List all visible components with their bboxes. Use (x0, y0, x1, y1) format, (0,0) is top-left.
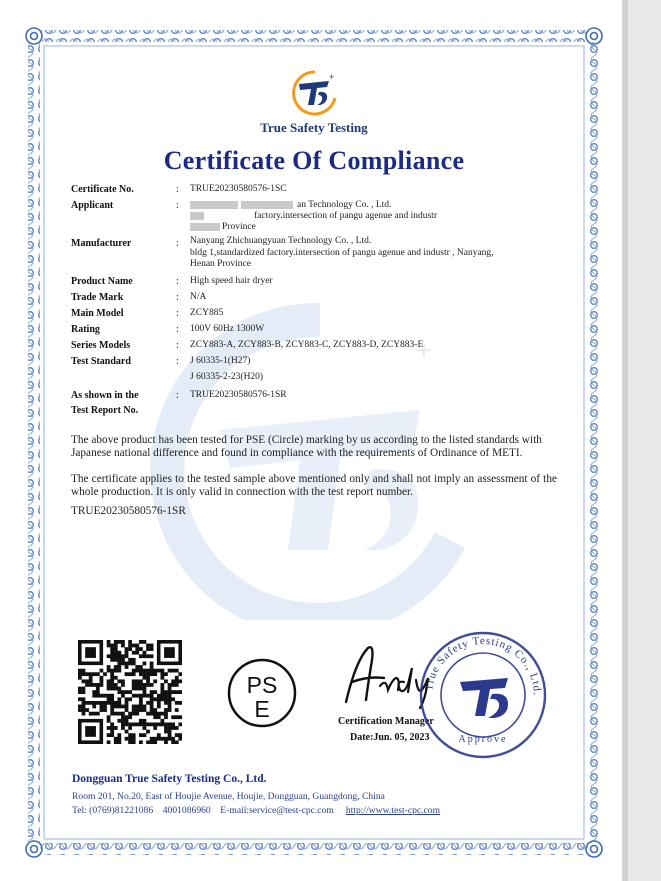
applicant-label: Applicant (71, 200, 114, 211)
compliance-statement: The above product has been tested for PSE (Circle) marking by us according to the listed standards with Japanese national difference and found in compliance with the requirements of Ordinance of METI. (71, 434, 542, 459)
colon: : (176, 200, 179, 211)
applicant-line-2: factory.intersection of pangu agenue and industr (190, 211, 560, 222)
manufacturer-label: Manufacturer (71, 238, 132, 249)
signature-date: Date:Jun. 05, 2023 (350, 732, 430, 743)
colon: : (176, 340, 179, 351)
colon: : (176, 356, 179, 367)
test-report-value: TRUE20230580576-1SR (190, 390, 287, 400)
colon: : (176, 184, 179, 195)
footer-phone2: 4001086960 (162, 805, 211, 816)
footer-address: Room 201, No.20, East of Houjie Avenue, Houjie, Dongguan, Guangdong, China (72, 791, 385, 802)
certificate-no-label: Certificate No. (71, 184, 134, 195)
certificate-no-value: TRUE20230580576-1SC (190, 184, 287, 194)
test-report-label-2: Test Report No. (71, 405, 139, 416)
manufacturer-line-2: bldg 1,standardized factory.intersection of pangu agenue and industr , Nanyang, (190, 248, 494, 258)
series-models-value: ZCY883-A, ZCY883-B, ZCY883-C, ZCY883-D, ZCY883-E (190, 340, 424, 350)
test-standard-line-1: J 60335-1(H27) (190, 356, 251, 366)
test-report-label: As shown in the (71, 390, 139, 401)
colon: : (176, 390, 179, 401)
applicant-line-1: an Technology Co. , Ltd. (190, 200, 560, 211)
product-name-label: Product Name (71, 276, 133, 287)
certificate-title: Certificate Of Compliance (163, 146, 465, 175)
colon: : (176, 324, 179, 335)
svg-text:+: + (415, 334, 433, 367)
main-model-value: ZCY885 (190, 308, 224, 318)
report-number: TRUE20230580576-1SR (71, 505, 186, 517)
footer-tel: Tel: (0769)81221086 (72, 805, 154, 816)
rating-label: Rating (71, 324, 100, 335)
validity-statement: The certificate applies to the tested sample above mentioned only and shall not imply an assessment of the whole production. It is only valid in connection with the test report number. (71, 473, 557, 498)
brand-name: True Safety Testing (260, 120, 368, 135)
pse-mark-top: PS (246, 672, 278, 698)
stamp-bottom-text: Approve (458, 734, 508, 745)
footer-website-link[interactable]: http://www.test-cpc.com (345, 805, 441, 816)
colon: : (176, 292, 179, 303)
footer-contact (72, 805, 440, 816)
page-edge-shadow (622, 0, 628, 881)
series-models-label: Series Models (71, 340, 131, 351)
trade-mark-label: Trade Mark (71, 292, 124, 303)
applicant-line-3: Province (190, 222, 560, 233)
qr-code (78, 640, 182, 744)
manufacturer-line-3: Henan Province (190, 259, 251, 269)
company-stamp (418, 630, 548, 760)
signer-role: Certification Manager (338, 716, 434, 727)
svg-text:+: + (329, 72, 335, 82)
pse-mark-bottom: E (254, 696, 270, 722)
manufacturer-line-1: Nanyang Zhichuangyuan Technology Co. , Ltd. (190, 236, 372, 246)
footer-company: Dongguan True Safety Testing Co., Ltd. (72, 773, 267, 785)
colon: : (176, 308, 179, 319)
product-name-value: High speed hair dryer (190, 276, 273, 286)
pse-circle-mark (226, 657, 298, 729)
rating-value: 100V 60Hz 1300W (190, 324, 265, 334)
colon: : (176, 238, 179, 249)
tsi-logo (289, 68, 341, 116)
colon: : (176, 276, 179, 287)
main-model-label: Main Model (71, 308, 124, 319)
test-standard-line-2: J 60335-2-23(H20) (190, 372, 264, 382)
trade-mark-value: N/A (190, 292, 207, 302)
test-standard-label: Test Standard (71, 356, 131, 367)
stamp-ring-text: True Safety Testing Co., Ltd. (423, 634, 544, 697)
footer-email: E-mail:service@test-cpc.com (220, 805, 334, 816)
